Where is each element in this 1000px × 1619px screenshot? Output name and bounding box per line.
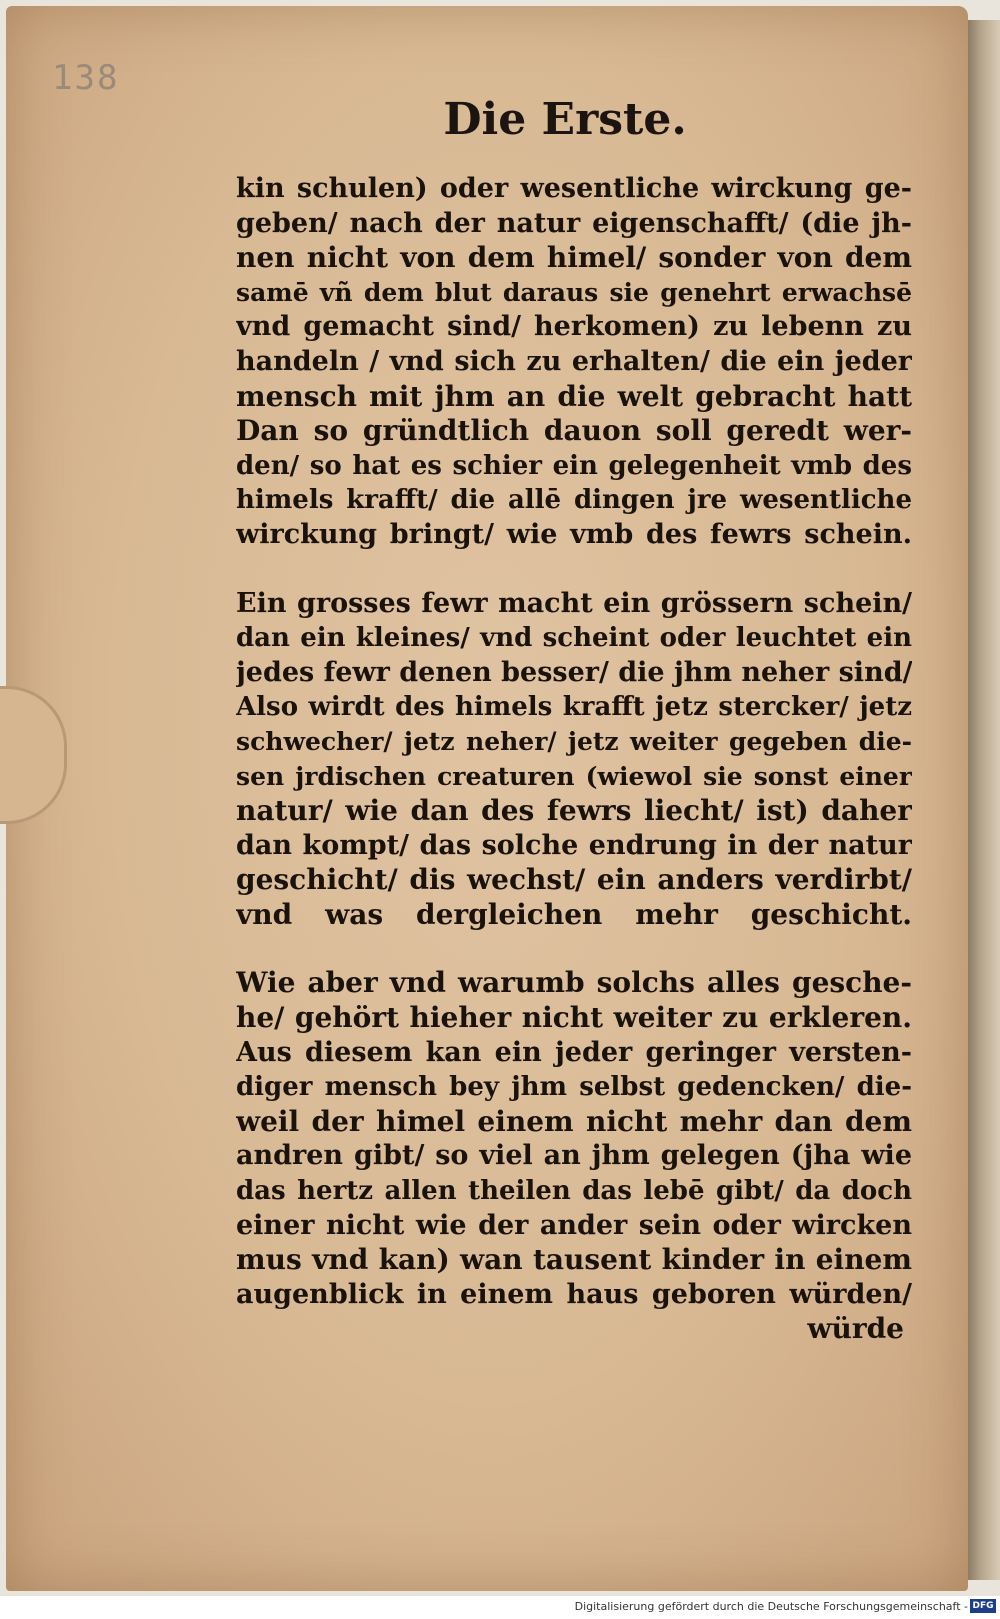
text-line: andren gibt/ so viel an jhm gelegen (jha wie (236, 1140, 912, 1172)
text-line: wirckung bringt/ wie vmb des fewrs schein. (236, 518, 912, 550)
body-text (236, 172, 912, 1312)
paragraph-gap (236, 932, 912, 966)
page-folio-number: 138 (52, 58, 120, 98)
text-line: himels krafft/ die allē dingen jre wesentliche (236, 485, 912, 516)
text-line: mus vnd kan) wan tausent kinder in einem (236, 1243, 912, 1277)
text-line: den/ so hat es schier ein gelegenheit vmb des (236, 450, 912, 481)
paragraph-gap (236, 553, 912, 587)
text-line: natur/ wie dan des fewrs liecht/ ist) daher (236, 794, 912, 828)
text-line: dan kompt/ das solche endrung in der natur (236, 829, 912, 861)
text-line: diger mensch bey jhm selbst gedencken/ die- (236, 1072, 912, 1103)
text-line: Ein grosses fewr macht ein grössern schein/ (236, 587, 912, 619)
text-line: handeln / vnd sich zu erhalten/ die ein jeder (236, 345, 912, 377)
text-line: mensch mit jhm an die welt gebracht hatt (236, 379, 912, 413)
text-line: vnd gemacht sind/ herkomen) zu lebenn zu (236, 311, 912, 343)
text-line: Also wirdt des himels krafft jetz stercker/ jetz (236, 692, 912, 723)
text-line: geben/ nach der natur eigenschafft/ (die jh- (236, 207, 912, 239)
footer-credit: Digitalisierung gefördert durch die Deutsche Forschungsgemeinschaft - (574, 1600, 968, 1613)
text-line: das hertz allen theilen das lebē gibt/ da doch (236, 1176, 912, 1207)
text-line: einer nicht wie der ander sein oder wircken (236, 1209, 912, 1241)
dfg-logo: DFG (970, 1599, 996, 1613)
book-spine (968, 20, 1000, 1580)
catchword: würde (807, 1312, 904, 1345)
text-line: kin schulen) oder wesentliche wirckung ge- (236, 173, 912, 204)
text-line: jedes fewr denen besser/ die jhm neher sind/ (236, 656, 912, 688)
text-line: weil der himel einem nicht mehr dan dem (236, 1104, 912, 1138)
text-line: augenblick in einem haus geboren würden/ (236, 1278, 912, 1310)
text-line: sen jrdischen creaturen (wiewol sie sonst einer (236, 761, 912, 791)
text-line: he/ gehört hieher nicht weiter zu erkleren. (236, 1001, 912, 1035)
running-head: Die Erste. (443, 94, 687, 145)
text-line: vnd was dergleichen mehr geschicht. (236, 897, 912, 931)
text-line: Aus diesem kan ein jeder geringer versten- (236, 1036, 912, 1068)
text-line: geschicht/ dis wechst/ ein anders verdirbt/ (236, 863, 912, 897)
text-line: schwecher/ jetz neher/ jetz weiter gegeben die- (236, 726, 912, 756)
text-line: Dan so gründtlich dauon soll geredt wer- (236, 414, 912, 448)
text-line: samē vñ dem blut daraus sie genehrt erwachsē (236, 277, 912, 307)
text-line: Wie aber vnd warumb solchs alles gesche- (236, 966, 912, 1000)
text-line: dan ein kleines/ vnd scheint oder leuchtet ein (236, 623, 912, 654)
text-line: nen nicht von dem himel/ sonder von dem (236, 241, 912, 275)
